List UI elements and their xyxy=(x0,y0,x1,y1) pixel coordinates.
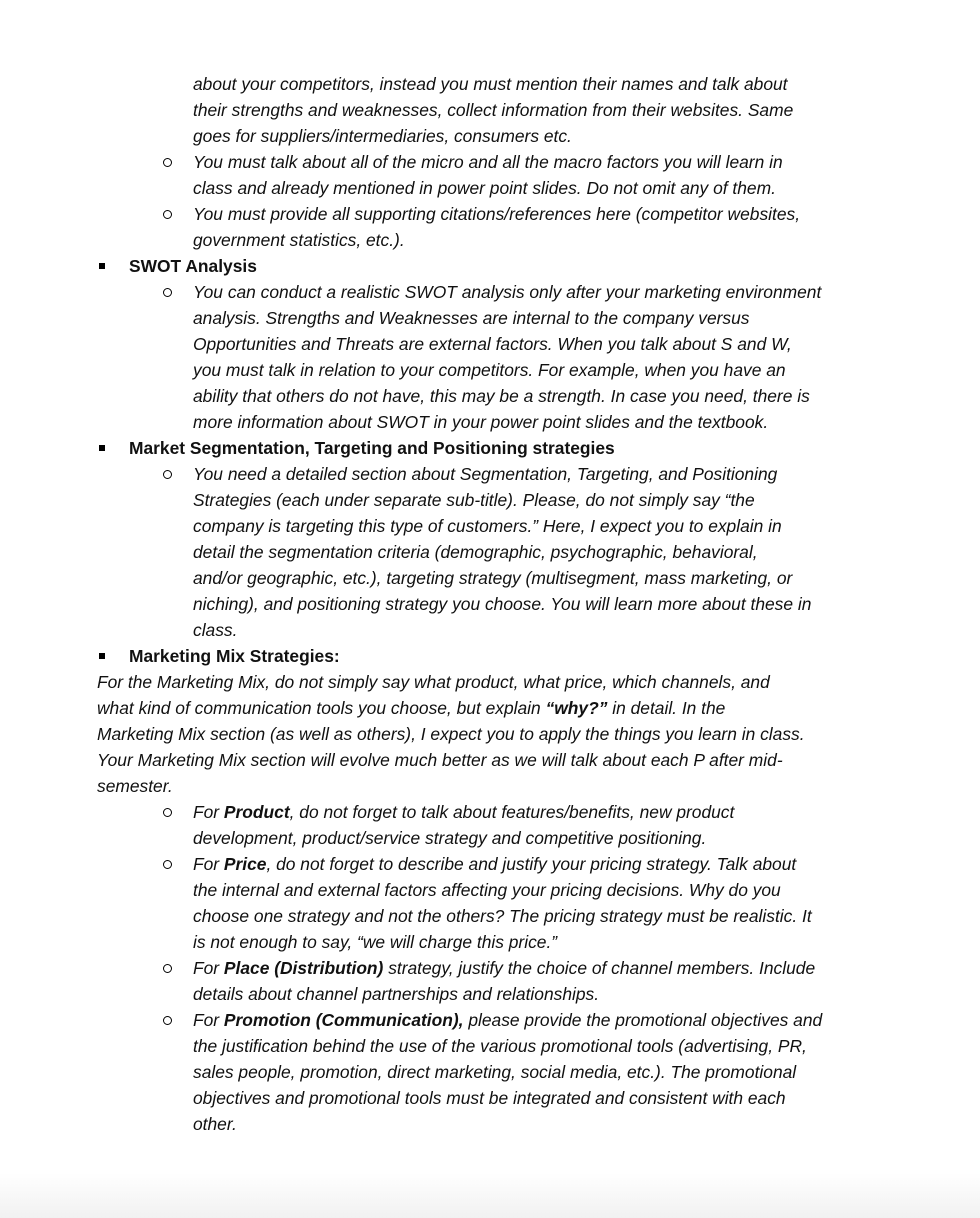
text-line xyxy=(0,1007,980,1033)
text-line xyxy=(0,97,980,123)
text-line xyxy=(0,331,980,357)
text-line xyxy=(0,851,980,877)
text-line xyxy=(0,149,980,175)
bold-text: Price xyxy=(223,854,267,874)
text-segment: strategy, justify the choice of channel members. Include xyxy=(383,958,816,978)
circle-bullet-icon xyxy=(163,158,172,167)
bold-text: Product xyxy=(223,802,290,822)
text-segment: Strategies (each under separate sub-title). Please, do not simply say “the xyxy=(193,490,755,510)
circle-bullet-icon xyxy=(163,1016,172,1025)
text-segment: Marketing Mix section (as well as others), I expect you to apply the things you learn in class. xyxy=(97,724,805,744)
text-segment: details about channel partnerships and relationships. xyxy=(193,984,600,1004)
text-segment: For xyxy=(193,958,224,978)
circle-bullet-icon xyxy=(163,808,172,817)
text-line xyxy=(0,929,980,955)
section-heading-line xyxy=(0,643,980,669)
text-line xyxy=(0,981,980,1007)
text-segment: their strengths and weaknesses, collect information from their websites. Same xyxy=(193,100,794,120)
text-line xyxy=(0,669,980,695)
text-line xyxy=(0,747,980,773)
text-line xyxy=(0,71,980,97)
text-line xyxy=(0,123,980,149)
text-line xyxy=(0,955,980,981)
section-heading-line xyxy=(0,253,980,279)
text-segment: is not enough to say, “we will charge this price.” xyxy=(193,932,558,952)
circle-bullet-icon xyxy=(163,288,172,297)
text-segment: Opportunities and Threats are external factors. When you talk about S and W, xyxy=(193,334,792,354)
text-line xyxy=(0,1085,980,1111)
text-line xyxy=(0,903,980,929)
text-line xyxy=(0,799,980,825)
text-line xyxy=(0,1059,980,1085)
text-segment: Your Marketing Mix section will evolve much better as we will talk about each P after mid- xyxy=(97,750,783,770)
text-line xyxy=(0,1111,980,1137)
text-segment: For xyxy=(193,802,224,822)
text-segment: goes for suppliers/intermediaries, consumers etc. xyxy=(193,126,572,146)
text-segment: ability that others do not have, this may be a strength. In case you need, there is xyxy=(193,386,810,406)
circle-bullet-icon xyxy=(163,860,172,869)
text-segment: For xyxy=(193,1010,224,1030)
bold-text: Place (Distribution) xyxy=(223,958,384,978)
text-segment: more information about SWOT in your power point slides and the textbook. xyxy=(193,412,769,432)
text-segment: Marketing Mix Strategies: xyxy=(129,646,340,666)
text-segment: For the Marketing Mix, do not simply say what product, what price, which channels, and xyxy=(97,672,770,692)
square-bullet-icon xyxy=(99,445,105,451)
text-line xyxy=(0,773,980,799)
text-line xyxy=(0,357,980,383)
text-segment: sales people, promotion, direct marketing, social media, etc.). The promotional xyxy=(193,1062,797,1082)
text-segment: SWOT Analysis xyxy=(129,256,257,276)
text-segment: You can conduct a realistic SWOT analysis only after your marketing environment xyxy=(193,282,822,302)
text-segment: You need a detailed section about Segmentation, Targeting, and Positioning xyxy=(193,464,778,484)
circle-bullet-icon xyxy=(163,470,172,479)
bold-text: Promotion (Communication), xyxy=(223,1010,464,1030)
text-line xyxy=(0,175,980,201)
text-line xyxy=(0,487,980,513)
text-segment: Market Segmentation, Targeting and Positioning strategies xyxy=(129,438,615,458)
text-segment: niching), and positioning strategy you choose. You will learn more about these in xyxy=(193,594,812,614)
text-segment: , do not forget to talk about features/benefits, new product xyxy=(289,802,735,822)
text-segment: you must talk in relation to your competitors. For example, when you have an xyxy=(193,360,786,380)
text-line xyxy=(0,877,980,903)
text-line xyxy=(0,305,980,331)
section-heading-line xyxy=(0,435,980,461)
text-segment: what kind of communication tools you choose, but explain xyxy=(97,698,546,718)
circle-bullet-icon xyxy=(163,210,172,219)
text-line xyxy=(0,409,980,435)
text-line xyxy=(0,201,980,227)
text-segment: development, product/service strategy and competitive positioning. xyxy=(193,828,707,848)
text-line xyxy=(0,825,980,851)
text-segment: in detail. In the xyxy=(607,698,726,718)
text-line xyxy=(0,617,980,643)
text-segment: You must provide all supporting citations/references here (competitor websites, xyxy=(193,204,801,224)
text-segment: about your competitors, instead you must mention their names and talk about xyxy=(193,74,788,94)
text-line xyxy=(0,565,980,591)
text-segment: other. xyxy=(193,1114,237,1134)
text-line xyxy=(0,383,980,409)
square-bullet-icon xyxy=(99,263,105,269)
text-line xyxy=(0,227,980,253)
text-segment: the justification behind the use of the various promotional tools (advertising, PR, xyxy=(193,1036,807,1056)
text-segment: You must talk about all of the micro and all the macro factors you will learn in xyxy=(193,152,783,172)
text-line xyxy=(0,279,980,305)
square-bullet-icon xyxy=(99,653,105,659)
bold-text: “why?” xyxy=(545,698,608,718)
text-segment: class and already mentioned in power point slides. Do not omit any of them. xyxy=(193,178,776,198)
circle-bullet-icon xyxy=(163,964,172,973)
text-line xyxy=(0,591,980,617)
text-line xyxy=(0,513,980,539)
document-page xyxy=(0,71,980,1137)
text-segment: class. xyxy=(193,620,238,640)
text-segment: analysis. Strengths and Weaknesses are internal to the company versus xyxy=(193,308,750,328)
text-segment: For xyxy=(193,854,224,874)
text-line xyxy=(0,539,980,565)
page-bottom-edge xyxy=(0,1173,980,1218)
text-segment: government statistics, etc.). xyxy=(193,230,405,250)
text-line xyxy=(0,1033,980,1059)
text-line xyxy=(0,695,980,721)
text-segment: objectives and promotional tools must be integrated and consistent with each xyxy=(193,1088,786,1108)
text-line xyxy=(0,721,980,747)
text-segment: please provide the promotional objectives and xyxy=(463,1010,823,1030)
text-segment: semester. xyxy=(97,776,173,796)
text-segment: the internal and external factors affecting your pricing decisions. Why do you xyxy=(193,880,781,900)
text-segment: detail the segmentation criteria (demographic, psychographic, behavioral, xyxy=(193,542,758,562)
text-segment: company is targeting this type of customers.” Here, I expect you to explain in xyxy=(193,516,782,536)
text-segment: and/or geographic, etc.), targeting strategy (multisegment, mass marketing, or xyxy=(193,568,793,588)
text-line xyxy=(0,461,980,487)
text-segment: , do not forget to describe and justify your pricing strategy. Talk about xyxy=(266,854,797,874)
text-segment: choose one strategy and not the others? The pricing strategy must be realistic. It xyxy=(193,906,812,926)
